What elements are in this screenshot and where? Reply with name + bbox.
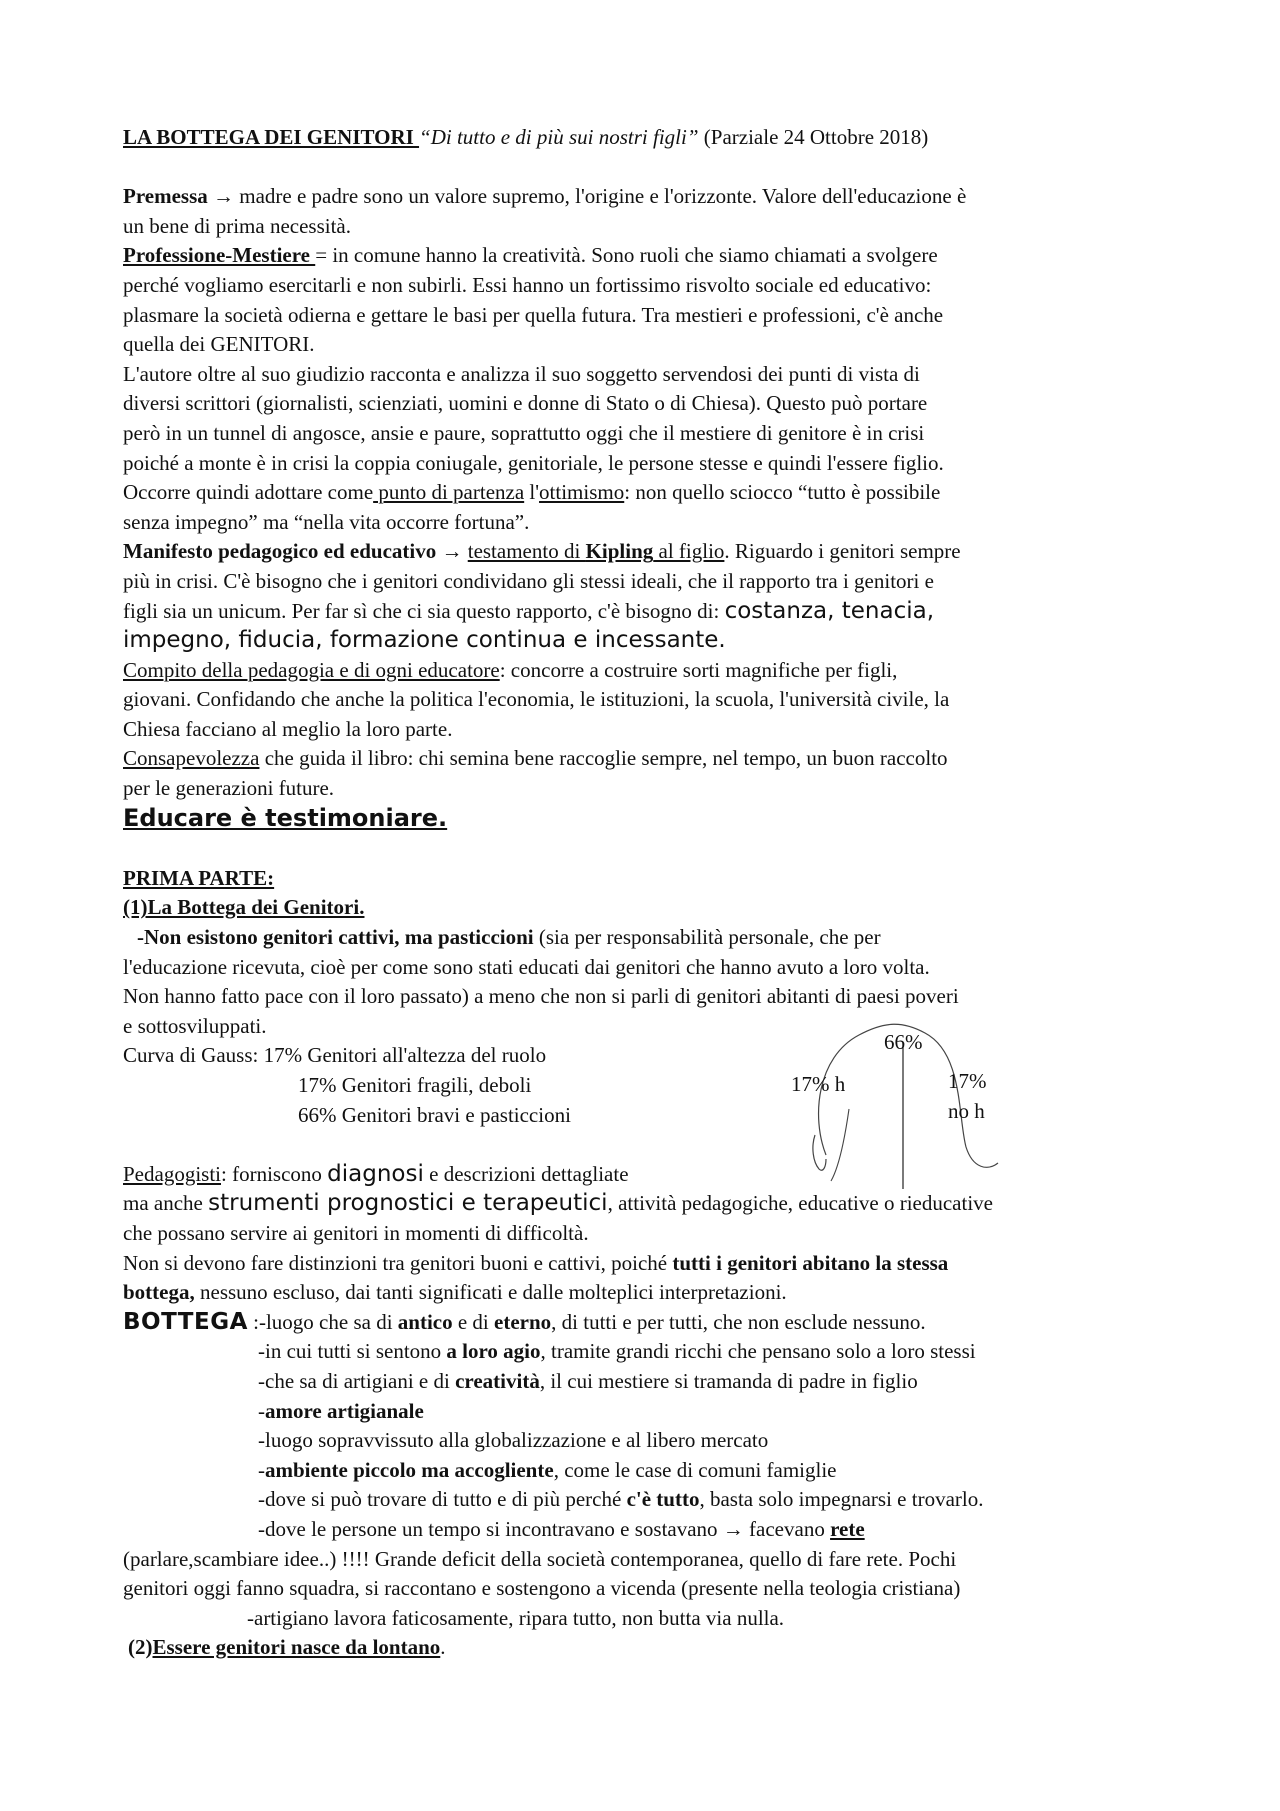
- educare-text: Educare è testimoniare.: [123, 803, 448, 832]
- kipling-pre: testamento di: [467, 539, 586, 564]
- bold-word: c'è tutto: [626, 1487, 700, 1512]
- consapevolezza-paragraph: [123, 744, 1168, 803]
- text-line: , di tutti e per tutti, che non esclude nessuno.: [551, 1309, 926, 1334]
- ottimismo: ottimismo: [539, 480, 625, 505]
- pedagogisti-label: Pedagogisti: [123, 1161, 221, 1186]
- text-line: -in cui tutti si sentono: [258, 1339, 447, 1364]
- bold-word: creatività: [455, 1368, 540, 1393]
- bottega-line-9: (parlare,scambiare idee..) !!!! Grande deficit della società contemporanea, quello di fare rete. Pochi: [123, 1546, 957, 1571]
- bottega-line-7: [123, 1485, 1168, 1515]
- kipling-name: Kipling: [585, 539, 654, 564]
- manifesto-paragraph: [123, 537, 1168, 655]
- bottega-line-1: [123, 1308, 1168, 1338]
- text-line: poiché a monte è in crisi la coppia coniugale, genitoriale, le persone stesse e quindi l'essere figlio.: [123, 450, 944, 475]
- manifesto-label: Manifesto pedagogico ed educativo: [123, 539, 437, 564]
- text-line: l'educazione ricevuta, cioè per come sono stati educati dai genitori che hanno avuto a loro volta.: [123, 954, 930, 979]
- premessa-text: madre e padre sono un valore supremo, l'origine e l'orizzonte. Valore dell'educazione è: [239, 184, 967, 209]
- gauss-line: 17% Genitori fragili, deboli: [298, 1073, 532, 1097]
- gauss-curve-sketch: [663, 997, 1003, 1193]
- text-line: -: [258, 1457, 265, 1482]
- compito-paragraph: [123, 656, 1168, 745]
- bottega-line-8: [123, 1515, 1168, 1545]
- text-line: perché vogliamo esercitarli e non subirli. Essi hanno un fortissimo risvolto sociale ed educativo:: [123, 272, 932, 297]
- punto-di-partenza: punto di partenza: [373, 480, 525, 505]
- text-line: per le generazioni future.: [123, 776, 335, 801]
- gauss-label-right: 17% no h: [948, 1069, 987, 1123]
- text-line: però in un tunnel di angosce, ansie e paure, soprattutto oggi che il mestiere di genitore è in crisi: [123, 420, 925, 445]
- text-line: (sia per responsabilità personale, che per: [533, 925, 881, 950]
- text-line: . Riguardo i genitori sempre: [724, 539, 961, 564]
- text-line: ma anche: [123, 1191, 209, 1216]
- bold-phrase: bottega,: [123, 1280, 195, 1305]
- text-line: quella dei GENITORI.: [123, 332, 315, 357]
- text-line: Non si devono fare distinzioni tra genitori buoni e cattivi, poiché: [123, 1250, 673, 1275]
- diagnosi-word: diagnosi: [327, 1160, 424, 1187]
- section-2-heading: [123, 1633, 1168, 1663]
- rete-word: rete: [830, 1516, 865, 1541]
- text-line: -dove si può trovare di tutto e di più perché: [258, 1487, 627, 1512]
- bold-word: antico: [397, 1309, 453, 1334]
- text-line: , basta solo impegnarsi e trovarlo.: [699, 1487, 984, 1512]
- text-line: L'autore oltre al suo giudizio racconta e analizza il suo soggetto servendosi dei punti di vista di: [123, 361, 920, 386]
- text-line: , attività pedagogiche, educative o rieducative: [607, 1191, 993, 1216]
- text-line: , il cui mestiere si tramanda di padre in figlio: [539, 1368, 918, 1393]
- text-line: Chiesa facciano al meglio la loro parte.: [123, 716, 453, 741]
- bottega-line-10: genitori oggi fanno squadra, si raccontano e sostengono a vicenda (presente nella teologia cristiana): [123, 1576, 961, 1601]
- text-line: plasmare la società odierna e gettare le basi per quella futura. Tra mestieri e professioni, c'è anche: [123, 302, 944, 327]
- pasticcioni-paragraph: [123, 923, 1168, 953]
- document-note: (Parziale 24 Ottobre 2018): [698, 125, 929, 149]
- text-line: Non hanno fatto pace con il loro passato) a meno che non si parli di genitori abitanti di paesi poveri: [123, 984, 959, 1009]
- bold-word: ambiente piccolo ma accogliente: [265, 1457, 554, 1482]
- text-line: : non quello sciocco “tutto è possibile: [624, 480, 941, 505]
- autore-paragraph: [123, 360, 1168, 538]
- text-line: : forniscono: [221, 1161, 328, 1186]
- arrow: →: [436, 539, 468, 564]
- section-2-period: .: [440, 1635, 446, 1660]
- text-line: -dove le persone un tempo si incontravano e sostavano → facevano: [258, 1516, 831, 1541]
- text-line: e descrizioni dettagliate: [423, 1161, 629, 1186]
- prima-parte-heading: [123, 864, 1168, 894]
- text-line: che guida il libro: chi semina bene raccoglie sempre, nel tempo, un buon raccolto: [259, 746, 948, 771]
- document-subtitle: “Di tutto e di più sui nostri figli”: [419, 125, 699, 149]
- compito-label: Compito della pedagogia e di ogni educatore: [123, 657, 500, 682]
- document-title-line: [123, 123, 1168, 153]
- values-list: impegno, fiducia, formazione continua e incessante.: [123, 627, 726, 654]
- kipling-reference: [468, 539, 725, 563]
- text-line: -: [258, 1398, 265, 1423]
- text-line: -che sa di artigiani e di: [258, 1368, 456, 1393]
- text-line: Occorre quindi adottare come: [123, 480, 374, 505]
- kipling-post: al figlio: [653, 539, 725, 564]
- blank-line: [123, 153, 1168, 183]
- professione-label: Professione-Mestiere: [123, 243, 316, 268]
- text-line: nessuno escluso, dai tanti significati e dalle molteplici interpretazioni.: [194, 1280, 787, 1305]
- bottega-line-2: [123, 1337, 1168, 1367]
- pedagogisti-paragraph: [123, 1160, 1168, 1249]
- distinzioni-paragraph: [123, 1249, 1168, 1308]
- bold-word: eterno: [494, 1309, 552, 1334]
- text-line: : concorre a costruire sorti magnifiche per figli,: [499, 657, 898, 682]
- section-1-heading: [123, 893, 1168, 923]
- text-line: :-luogo che sa di: [247, 1309, 398, 1334]
- gauss-label-left: 17% h: [791, 1072, 846, 1097]
- educare-heading: [123, 804, 1168, 835]
- bold-phrase: tutti i genitori abitano la stessa: [672, 1250, 949, 1275]
- text-line: giovani. Confidando che anche la politica l'economia, le istituzioni, la scuola, l'università civile, la: [123, 687, 950, 712]
- premessa-paragraph: [123, 182, 1168, 241]
- blank-line: [123, 834, 1168, 864]
- text-line: , tramite grandi ricchi che pensano solo a loro stessi: [540, 1339, 976, 1364]
- bold-word: amore artigianale: [265, 1398, 424, 1423]
- text-line: , come le case di comuni famiglie: [553, 1457, 837, 1482]
- text-line: l': [524, 480, 540, 505]
- text-line: diversi scrittori (giornalisti, scienziati, uomini e donne di Stato o di Chiesa). Questo può portare: [123, 391, 928, 416]
- premessa-label: Premessa: [123, 184, 208, 209]
- bottega-word: BOTTEGA: [123, 1308, 248, 1335]
- document-title: LA BOTTEGA DEI GENITORI: [123, 125, 420, 149]
- strumenti-words: strumenti prognostici e terapeutici: [208, 1190, 608, 1217]
- pasticcioni-bold: -Non esistono genitori cattivi, ma pasticcioni: [137, 925, 534, 950]
- bottega-line-6: [123, 1456, 1168, 1486]
- text-line: senza impegno” ma “nella vita occorre fortuna”.: [123, 509, 530, 534]
- section-2-number: (2): [128, 1635, 153, 1660]
- text-line: che possano servire ai genitori in momenti di difficoltà.: [123, 1220, 589, 1245]
- bottega-line-4: [123, 1397, 1168, 1427]
- text-line: e sottosviluppati.: [123, 1013, 267, 1038]
- document-body: [123, 123, 1168, 1663]
- bottega-line-11: -artigiano lavora faticosamente, ripara tutto, non butta via nulla.: [247, 1605, 785, 1630]
- values-list: costanza, tenacia,: [724, 597, 935, 624]
- bottega-line-5: -luogo sopravvissuto alla globalizzazione e al libero mercato: [258, 1428, 769, 1453]
- bold-word: a loro agio: [446, 1339, 541, 1364]
- professione-paragraph: [123, 241, 1168, 359]
- consapevolezza-label: Consapevolezza: [123, 746, 260, 771]
- gauss-label-center: 66%: [884, 1030, 923, 1055]
- text-line: = in comune hanno la creatività. Sono ruoli che siamo chiamati a svolgere: [315, 243, 938, 268]
- premessa-text: un bene di prima necessità.: [123, 213, 352, 238]
- arrow: →: [207, 184, 240, 209]
- bottega-line-3: [123, 1367, 1168, 1397]
- prima-parte-title: PRIMA PARTE:: [123, 865, 275, 890]
- section-2-title: Essere genitori nasce da lontano: [152, 1635, 441, 1660]
- gauss-list: [123, 1041, 571, 1130]
- text-line: figli sia un unicum. Per far sì che ci sia questo rapporto, c'è bisogno di:: [123, 598, 725, 623]
- pasticcioni-continuation: [123, 953, 1168, 1042]
- gauss-block: [123, 1030, 1168, 1130]
- gauss-line: 66% Genitori bravi e pasticcioni: [298, 1102, 571, 1127]
- gauss-line: Curva di Gauss: 17% Genitori all'altezza del ruolo: [123, 1043, 547, 1068]
- section-1-title: (1)La Bottega dei Genitori.: [123, 895, 365, 920]
- text-line: più in crisi. C'è bisogno che i genitori condividano gli stessi ideali, che il rapporto tra i genitori e: [123, 568, 934, 593]
- blank-line: [123, 1130, 1168, 1160]
- text-line: e di: [452, 1309, 495, 1334]
